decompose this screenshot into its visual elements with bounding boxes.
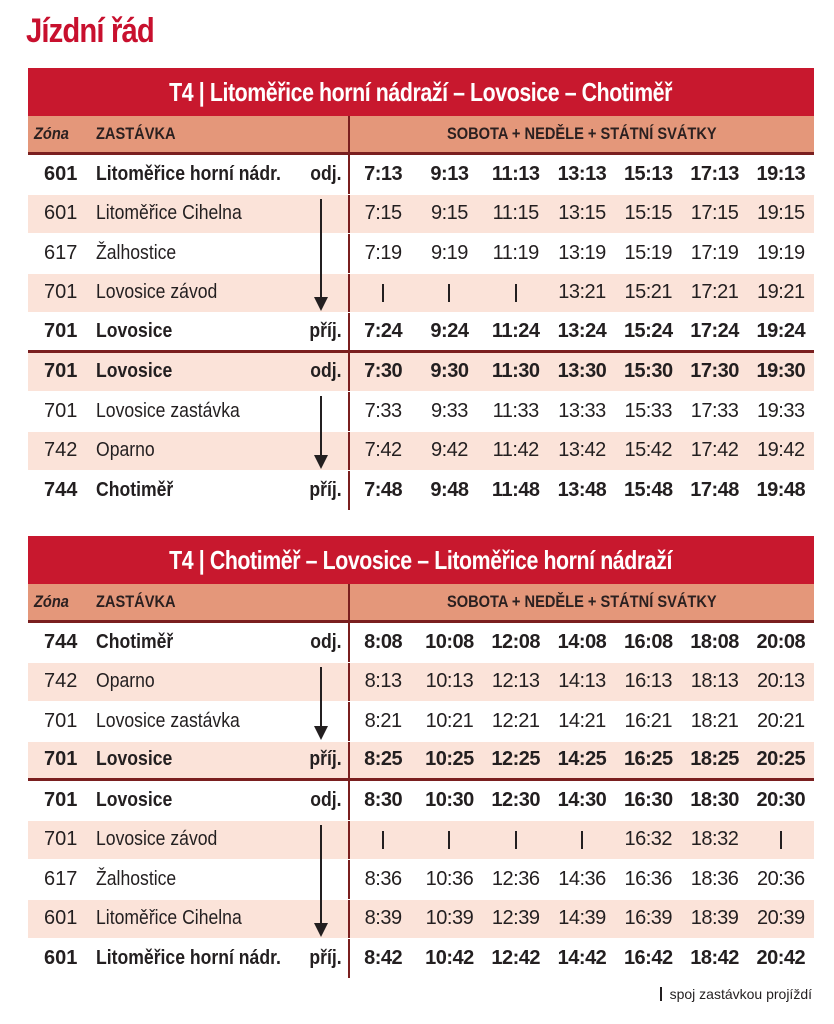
column-header-stop: ZASTÁVKA: [96, 592, 176, 611]
time-cell: 16:30: [623, 788, 673, 811]
times-group: [348, 742, 814, 779]
time-cell: 13:30: [557, 360, 607, 383]
time-cell: 15:21: [624, 281, 673, 304]
stop-name-cell: Lovosice závod: [96, 828, 218, 851]
times-group: [348, 274, 814, 313]
stop-name-cell: Lovosice zastávka: [96, 399, 240, 422]
pass-through-cell: [483, 274, 549, 313]
pass-through-cell: [350, 821, 416, 860]
time-cell: 7:30: [364, 360, 403, 383]
direction-arrow-icon: [314, 825, 328, 938]
time-cell: 14:36: [558, 867, 606, 890]
pass-through-mark: [515, 284, 517, 302]
time-cell: 8:21: [364, 709, 402, 732]
pass-through-mark: [448, 284, 450, 302]
page-title: Jízdní řád: [26, 12, 154, 50]
time-cell: 13:13: [557, 162, 607, 185]
time-cell: 11:19: [492, 241, 539, 264]
times-group: [348, 702, 814, 741]
time-cell: 12:25: [491, 748, 541, 771]
table-row: [28, 939, 814, 979]
action-cell: příj.: [309, 946, 342, 969]
pass-through-symbol: [660, 987, 662, 1001]
stop-name-cell: Žalhostice: [96, 867, 177, 890]
time-cell: 19:48: [756, 478, 806, 501]
time-cell: 18:32: [690, 828, 739, 851]
time-cell: 14:08: [557, 630, 607, 653]
stop-name-cell: Chotiměř: [96, 478, 174, 501]
zone-cell: 701: [44, 828, 78, 851]
time-cell: 14:30: [557, 788, 607, 811]
table-row: [28, 313, 814, 353]
times-group: [348, 432, 814, 471]
time-cell: 18:36: [690, 867, 739, 890]
time-cell: 11:13: [491, 162, 540, 185]
zone-cell: 701: [44, 399, 78, 422]
zone-cell: 601: [44, 907, 78, 930]
time-cell: 18:13: [690, 670, 739, 693]
time-cell: 8:25: [364, 748, 403, 771]
table-row: [28, 623, 814, 663]
pass-through-cell: [748, 821, 814, 860]
time-cell: 17:48: [690, 478, 739, 501]
stop-name-cell: Litoměřice horní nádr.: [96, 162, 281, 185]
action-cell: odj.: [310, 788, 342, 811]
time-cell: 7:13: [364, 162, 403, 185]
stop-name-cell: Žalhostice: [96, 241, 177, 264]
time-cell: 19:13: [756, 162, 806, 185]
table-row: [28, 900, 814, 940]
zone-cell: 701: [44, 748, 78, 771]
time-cell: 17:19: [690, 241, 739, 264]
zone-cell: 742: [44, 439, 78, 462]
stop-name-cell: Lovosice zastávka: [96, 709, 240, 732]
column-header-stop: ZASTÁVKA: [96, 124, 176, 143]
legend-text: spoj zastávkou projíždí: [669, 986, 812, 1002]
time-cell: 8:30: [364, 788, 403, 811]
time-cell: 16:25: [623, 748, 673, 771]
time-cell: 14:39: [558, 907, 606, 930]
time-cell: 9:19: [430, 241, 468, 264]
pass-through-mark: [382, 284, 384, 302]
time-cell: 16:32: [624, 828, 673, 851]
time-cell: 10:13: [425, 670, 474, 693]
time-cell: 9:24: [430, 319, 469, 342]
times-group: [348, 623, 814, 662]
time-cell: 20:36: [757, 867, 805, 890]
time-cell: 17:15: [690, 202, 739, 225]
time-cell: 15:15: [624, 202, 673, 225]
pass-through-cell: [416, 274, 482, 313]
time-cell: 12:08: [491, 630, 541, 653]
zone-cell: 744: [44, 630, 78, 653]
zone-cell: 601: [44, 202, 78, 225]
table-header: [28, 584, 814, 623]
time-cell: 17:24: [690, 319, 739, 342]
pass-through-cell: [549, 821, 615, 860]
time-cell: 11:42: [492, 439, 539, 462]
time-cell: 13:48: [557, 478, 607, 501]
zone-cell: 601: [44, 162, 78, 185]
stop-name-cell: Litoměřice Cihelna: [96, 202, 242, 225]
time-cell: 10:30: [425, 788, 474, 811]
times-group: [348, 392, 814, 431]
time-cell: 16:21: [624, 709, 673, 732]
time-cell: 8:08: [364, 630, 403, 653]
stop-name-cell: Lovosice: [96, 788, 173, 811]
table-row: [28, 742, 814, 782]
time-cell: 15:19: [624, 241, 673, 264]
times-group: [348, 471, 814, 510]
time-cell: 7:15: [364, 202, 402, 225]
times-group: [348, 821, 814, 860]
time-cell: 20:25: [756, 748, 806, 771]
time-cell: 18:30: [690, 788, 739, 811]
time-cell: 20:30: [756, 788, 806, 811]
pass-through-cell: [483, 821, 549, 860]
time-cell: 12:36: [491, 867, 540, 890]
action-cell: příj.: [309, 478, 342, 501]
times-group: [348, 900, 814, 939]
table-row: [28, 274, 814, 314]
time-cell: 20:42: [756, 946, 806, 969]
direction-arrow-icon: [314, 667, 328, 740]
time-cell: 19:21: [757, 281, 805, 304]
time-cell: 11:30: [491, 360, 540, 383]
time-cell: 20:13: [757, 670, 805, 693]
time-cell: 20:39: [757, 907, 805, 930]
times-group: [348, 234, 814, 273]
time-cell: 19:42: [757, 439, 805, 462]
time-cell: 13:15: [558, 202, 606, 225]
table-row: [28, 702, 814, 742]
time-cell: 9:15: [430, 202, 468, 225]
zone-cell: 701: [44, 281, 78, 304]
zone-cell: 617: [44, 241, 78, 264]
time-cell: 14:21: [558, 709, 606, 732]
pass-through-mark: [515, 831, 517, 849]
time-cell: 19:24: [756, 319, 806, 342]
time-cell: 7:42: [364, 439, 402, 462]
time-cell: 8:42: [364, 946, 403, 969]
time-cell: 7:33: [364, 399, 402, 422]
time-cell: 12:13: [491, 670, 540, 693]
table-row: [28, 234, 814, 274]
time-cell: 16:42: [623, 946, 673, 969]
time-cell: 14:42: [557, 946, 607, 969]
time-cell: 14:25: [557, 748, 607, 771]
time-cell: 18:39: [690, 907, 739, 930]
table-row: [28, 471, 814, 511]
time-cell: 13:21: [558, 281, 606, 304]
time-cell: 7:19: [364, 241, 402, 264]
column-header-days: SOBOTA + NEDĚLE + STÁTNÍ SVÁTKY: [348, 116, 814, 152]
timetable-rows: [28, 623, 814, 979]
zone-cell: 742: [44, 670, 78, 693]
time-cell: 12:42: [491, 946, 541, 969]
table-row: [28, 353, 814, 393]
time-cell: 19:30: [756, 360, 806, 383]
time-cell: 9:30: [430, 360, 469, 383]
time-cell: 19:33: [757, 399, 805, 422]
times-group: [348, 195, 814, 234]
time-cell: 10:36: [425, 867, 474, 890]
time-cell: 15:13: [623, 162, 673, 185]
column-header-days: SOBOTA + NEDĚLE + STÁTNÍ SVÁTKY: [348, 584, 814, 620]
time-cell: 15:24: [623, 319, 673, 342]
time-cell: 16:36: [624, 867, 673, 890]
zone-cell: 617: [44, 867, 78, 890]
time-cell: 17:42: [690, 439, 739, 462]
timetable-return: [28, 536, 814, 979]
time-cell: 12:21: [491, 709, 540, 732]
pass-through-cell: [416, 821, 482, 860]
time-cell: 13:24: [557, 319, 607, 342]
time-cell: 20:21: [757, 709, 805, 732]
pass-through-mark: [780, 831, 782, 849]
time-cell: 11:48: [491, 478, 540, 501]
time-cell: 13:19: [558, 241, 606, 264]
stop-name-cell: Oparno: [96, 439, 155, 462]
times-group: [348, 860, 814, 899]
time-cell: 10:25: [425, 748, 474, 771]
pass-through-mark: [581, 831, 583, 849]
table-row: [28, 392, 814, 432]
stop-name-cell: Lovosice: [96, 748, 173, 771]
time-cell: 10:39: [425, 907, 474, 930]
table-row: [28, 860, 814, 900]
action-cell: odj.: [310, 630, 342, 653]
timetable-rows: [28, 155, 814, 511]
time-cell: 15:48: [623, 478, 673, 501]
table-row: [28, 432, 814, 472]
time-cell: 11:33: [492, 399, 539, 422]
stop-name-cell: Oparno: [96, 670, 155, 693]
stop-name-cell: Lovosice: [96, 319, 173, 342]
time-cell: 11:24: [491, 319, 540, 342]
time-cell: 19:19: [757, 241, 805, 264]
time-cell: 12:39: [491, 907, 540, 930]
table-row: [28, 821, 814, 861]
time-cell: 19:15: [757, 202, 805, 225]
time-cell: 10:08: [425, 630, 474, 653]
column-header-zone: Zóna: [34, 592, 69, 611]
zone-cell: 701: [44, 788, 78, 811]
action-cell: příj.: [309, 748, 342, 771]
zone-cell: 744: [44, 478, 78, 501]
time-cell: 7:24: [364, 319, 403, 342]
zone-cell: 701: [44, 360, 78, 383]
time-cell: 17:13: [690, 162, 739, 185]
time-cell: 10:21: [425, 709, 474, 732]
action-cell: příj.: [309, 319, 342, 342]
stop-name-cell: Lovosice závod: [96, 281, 218, 304]
time-cell: 11:15: [492, 202, 539, 225]
time-cell: 13:33: [558, 399, 606, 422]
time-cell: 9:13: [430, 162, 469, 185]
time-cell: 17:30: [690, 360, 739, 383]
times-group: [348, 353, 814, 392]
time-cell: 16:39: [624, 907, 673, 930]
pass-through-mark: [448, 831, 450, 849]
direction-arrow-icon: [314, 396, 328, 469]
stop-name-cell: Lovosice: [96, 360, 173, 383]
timetable-title: T4 | Litoměřice horní nádraží – Lovosice – Chotiměř: [28, 68, 814, 116]
time-cell: 8:13: [364, 670, 402, 693]
pass-through-cell: [350, 274, 416, 313]
time-cell: 16:08: [623, 630, 673, 653]
time-cell: 9:48: [430, 478, 469, 501]
time-cell: 18:25: [690, 748, 739, 771]
times-group: [348, 939, 814, 978]
action-cell: odj.: [310, 360, 342, 383]
zone-cell: 601: [44, 946, 78, 969]
time-cell: 17:33: [690, 399, 739, 422]
timetable-outbound: [28, 68, 814, 511]
table-row: [28, 663, 814, 703]
zone-cell: 701: [44, 319, 78, 342]
stop-name-cell: Litoměřice Cihelna: [96, 907, 242, 930]
times-group: [348, 663, 814, 702]
time-cell: 9:33: [430, 399, 468, 422]
direction-arrow-icon: [314, 199, 328, 312]
table-row: [28, 781, 814, 821]
table-row: [28, 155, 814, 195]
time-cell: 14:13: [558, 670, 606, 693]
times-group: [348, 155, 814, 194]
time-cell: 9:42: [430, 439, 468, 462]
time-cell: 12:30: [491, 788, 541, 811]
time-cell: 8:39: [364, 907, 402, 930]
action-cell: odj.: [310, 162, 342, 185]
zone-cell: 701: [44, 709, 78, 732]
time-cell: 7:48: [364, 478, 403, 501]
time-cell: 8:36: [364, 867, 402, 890]
time-cell: 20:08: [756, 630, 806, 653]
pass-through-mark: [382, 831, 384, 849]
times-group: [348, 781, 814, 820]
time-cell: 15:30: [623, 360, 673, 383]
stop-name-cell: Litoměřice horní nádr.: [96, 946, 281, 969]
stop-name-cell: Chotiměř: [96, 630, 174, 653]
time-cell: 18:08: [690, 630, 739, 653]
timetable-title: T4 | Chotiměř – Lovosice – Litoměřice horní nádraží: [28, 536, 814, 584]
time-cell: 10:42: [425, 946, 474, 969]
time-cell: 15:33: [624, 399, 673, 422]
column-header-zone: Zóna: [34, 124, 69, 143]
table-header: [28, 116, 814, 155]
table-row: [28, 195, 814, 235]
time-cell: 13:42: [558, 439, 606, 462]
time-cell: 18:21: [690, 709, 739, 732]
time-cell: 17:21: [690, 281, 739, 304]
time-cell: 15:42: [624, 439, 673, 462]
legend: [660, 986, 812, 1002]
time-cell: 18:42: [690, 946, 739, 969]
times-group: [348, 313, 814, 350]
time-cell: 16:13: [624, 670, 673, 693]
